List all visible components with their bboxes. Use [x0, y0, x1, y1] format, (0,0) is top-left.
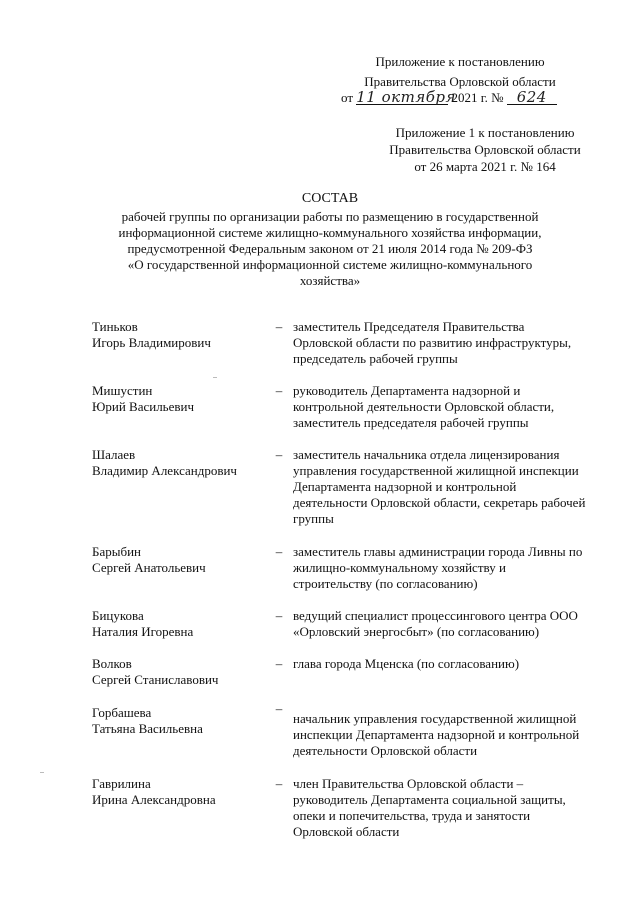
amended-header-line1: Приложение 1 к постановлению: [395, 125, 575, 140]
appendix-date-line: [341, 90, 591, 108]
member-surname: Барыбин: [92, 544, 141, 559]
appendix-header: [330, 54, 590, 90]
title-line2: информационной системе жилищно-коммунального хозяйства информации,: [118, 225, 542, 240]
amended-appendix-header: [350, 125, 620, 175]
member-role-line: член Правительства Орловской области –: [293, 776, 524, 791]
member-given-names: Владимир Александрович: [92, 463, 237, 478]
member-surname: Гаврилина: [92, 776, 151, 791]
member-dash: –: [275, 383, 283, 398]
member-dash: –: [275, 701, 283, 716]
member-role-line: опеки и попечительства, труда и занятости: [293, 808, 531, 823]
member-role-line: Орловской области: [293, 824, 400, 839]
member-role-line: Департамента надзорной и контрольной: [293, 479, 517, 494]
member-dash: –: [275, 608, 283, 623]
member-given-names: Юрий Васильевич: [92, 399, 195, 414]
member-role-line: заместитель главы администрации города Ливны по: [293, 544, 583, 559]
member-role: [293, 776, 617, 840]
scan-mark: [40, 772, 44, 773]
member-role-line: заместитель Председателя Правительства: [293, 319, 525, 334]
member-dash: –: [275, 544, 283, 559]
member-dash: –: [275, 447, 283, 462]
member-role-line: ведущий специалист процессингового центра ООО: [293, 608, 578, 623]
member-surname: Мишустин: [92, 383, 153, 398]
member-role-line: заместитель председателя рабочей группы: [293, 415, 529, 430]
member-role-line: деятельности Орловской области: [293, 743, 478, 758]
member-given-names: Сергей Анатольевич: [92, 560, 206, 575]
title-line1: рабочей группы по организации работы по размещению в государственной: [121, 209, 539, 224]
member-role-line: начальник управления государственной жилищной: [293, 711, 577, 726]
member-role-line: заместитель начальника отдела лицензирования: [293, 447, 560, 462]
member-role: [293, 711, 617, 759]
member-role: [293, 608, 617, 640]
member-given-names: Игорь Владимирович: [92, 335, 211, 350]
member-role-line: деятельности Орловской области, секретарь рабочей: [293, 495, 586, 510]
member-role-line: строительству (по согласованию): [293, 576, 478, 591]
member-role-line: инспекции Департамента надзорной и контрольной: [293, 727, 580, 742]
member-role: [293, 383, 617, 431]
member-role-line: председатель рабочей группы: [293, 351, 458, 366]
member-given-names: Наталия Игоревна: [92, 624, 194, 639]
member-role: [293, 544, 617, 592]
title-line3: предусмотренной Федеральным законом от 21 июля 2014 года № 209-ФЗ: [127, 241, 533, 256]
handwritten-date: 11 октября: [356, 88, 456, 106]
member-role-line: руководитель Департамента социальной защиты,: [293, 792, 566, 807]
member-role-line: руководитель Департамента надзорной и: [293, 383, 521, 398]
title-line4: «О государственной информационной системе жилищно-коммунального: [127, 257, 533, 272]
member-role-line: контрольной деятельности Орловской области,: [293, 399, 555, 414]
date-year: 2021 г. №: [451, 90, 504, 105]
date-prefix: от: [341, 90, 354, 105]
member-dash: –: [275, 776, 283, 791]
member-given-names: Ирина Александровна: [92, 792, 216, 807]
member-role: [293, 319, 617, 367]
member-surname: Бицукова: [92, 608, 144, 623]
member-role-line: жилищно-коммунальному хозяйству и: [293, 560, 506, 575]
member-given-names: Татьяна Васильевна: [92, 721, 203, 736]
member-role-line: глава города Мценска (по согласованию): [293, 656, 520, 671]
amended-header-line3: от 26 марта 2021 г. № 164: [414, 159, 556, 174]
member-dash: –: [275, 656, 283, 671]
member-role: [293, 656, 617, 672]
title-heading: СОСТАВ: [301, 191, 359, 206]
handwritten-number: 624: [507, 90, 557, 105]
amended-header-line2: Правительства Орловской области: [389, 142, 581, 157]
member-role-line: группы: [293, 511, 334, 526]
title-line5: хозяйства»: [299, 273, 361, 288]
member-surname: Шалаев: [92, 447, 136, 462]
appendix-header-line2: Правительства Орловской области: [364, 74, 556, 89]
member-role: [293, 447, 617, 527]
member-surname: Тиньков: [92, 319, 138, 334]
appendix-header-line1: Приложение к постановлению: [375, 54, 545, 69]
scan-mark: [213, 377, 217, 378]
member-given-names: Сергей Станиславович: [92, 672, 219, 687]
member-surname: Волков: [92, 656, 132, 671]
member-surname: Горбашева: [92, 705, 152, 720]
member-dash: –: [275, 319, 283, 334]
member-role-line: Орловской области по развитию инфраструктуры,: [293, 335, 572, 350]
member-role-line: «Орловский энергосбыт» (по согласованию): [293, 624, 540, 639]
member-role-line: управления государственной жилищной инспекции: [293, 463, 579, 478]
document-title: [80, 191, 580, 289]
